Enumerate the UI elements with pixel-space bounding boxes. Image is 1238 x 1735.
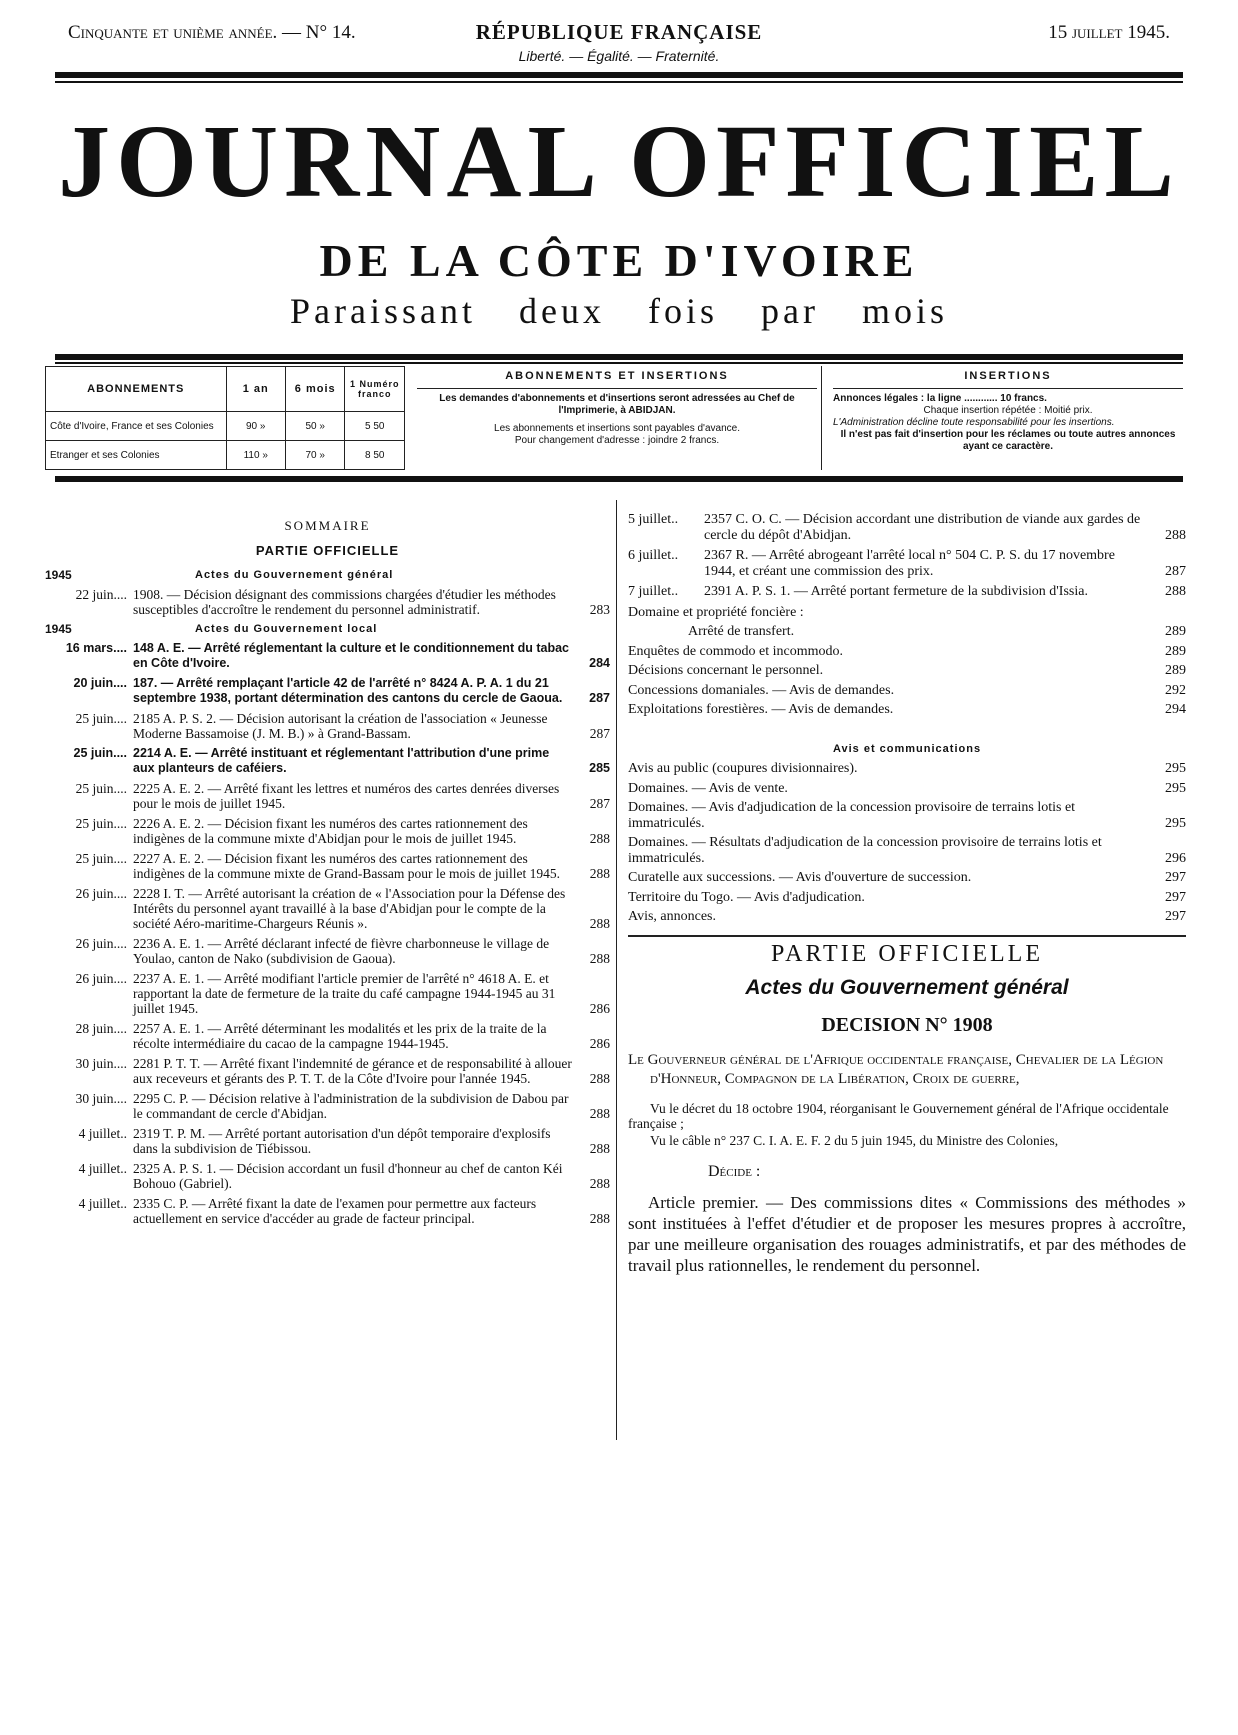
masthead-title: JOURNAL OFFICIEL bbox=[58, 104, 1180, 219]
entry-date: 5 juillet.. bbox=[628, 512, 679, 527]
entry-page: 286 bbox=[589, 1036, 610, 1051]
entry-date: 26 juin.... bbox=[75, 971, 127, 986]
list-item bbox=[628, 890, 1186, 906]
entry-text: Décisions concernant le personnel. bbox=[628, 663, 824, 678]
entry-text: Territoire du Togo. — Avis d'adjudication. bbox=[628, 889, 865, 905]
subscription-box bbox=[45, 366, 1185, 474]
entry-page: 288 bbox=[589, 831, 610, 846]
entry-date: 25 juin.... bbox=[75, 816, 127, 831]
mid-line2: Les abonnements et insertions sont payables d'avance. bbox=[494, 423, 740, 434]
entry-text: Exploitations forestières. — Avis de demandes. bbox=[628, 702, 894, 717]
masthead-tagline: Paraissant deux fois par mois bbox=[290, 291, 948, 331]
list-item bbox=[45, 1091, 610, 1121]
entry-date: 7 juillet.. bbox=[628, 584, 679, 599]
list-item bbox=[45, 1196, 610, 1226]
top-rule-thin bbox=[55, 81, 1183, 83]
list-item bbox=[628, 584, 1186, 600]
entry-date: 22 juin.... bbox=[75, 587, 127, 602]
entry-page: 288 bbox=[1165, 584, 1186, 599]
decision-title: DECISION N° 1908 bbox=[821, 1013, 993, 1036]
right-line4: Il n'est pas fait d'insertion pour les réclames ou toute autres annonces ayant ce caractère. bbox=[840, 429, 1176, 452]
entry-page: 289 bbox=[1165, 624, 1186, 639]
entry-text: Arrêté de transfert. bbox=[688, 624, 795, 639]
entry-text: 1908. — Décision désignant des commissions chargées d'étudier les méthodes susceptibles d'accroître le rendement du personnel administratif. bbox=[133, 587, 556, 617]
entry-date: 25 juin.... bbox=[75, 851, 127, 866]
entry-text: 2325 A. P. S. 1. — Décision accordant un fusil d'honneur au chef de canton Kéi Bohouo (Gabriel). bbox=[133, 1161, 563, 1191]
list-item bbox=[628, 663, 1186, 679]
entry-text: Avis au public (coupures divisionnaires). bbox=[628, 761, 858, 776]
entry-text: 2236 A. E. 1. — Arrêté déclarant infecté de fièvre charbonneuse le village de Youlao, canton de Nako (subdivision de Gaoua). bbox=[133, 936, 550, 966]
article-premier: Article premier. — Des commissions dites « Commissions des méthodes » sont instituées à l'effet d'étudier et de proposer les mesures propres à accroître, par une meilleure organisation des rouages administratifs, et par des méthodes de travail plus rationnelles, le rendement du personnel. bbox=[628, 1192, 1186, 1275]
entry-page: 289 bbox=[1165, 643, 1186, 659]
entry-page: 295 bbox=[1165, 815, 1186, 831]
list-item bbox=[45, 886, 610, 931]
partie-officielle-heading: PARTIE OFFICIELLE bbox=[770, 940, 1043, 967]
entry-date: 26 juin.... bbox=[75, 886, 127, 901]
entry-text: Domaines. — Résultats d'adjudication de la concession provisoire de terrains lotis et immatriculés. bbox=[628, 835, 1102, 866]
list-item bbox=[628, 644, 1186, 660]
list-item bbox=[45, 781, 610, 811]
entry-text: 2214 A. E. — Arrêté instituant et réglementant l'attribution d'une prime aux planteurs de caféiers. bbox=[133, 746, 550, 775]
entry-date: 4 juillet.. bbox=[78, 1126, 127, 1141]
entry-date: 4 juillet.. bbox=[78, 1161, 127, 1176]
entry-text: Enquêtes de commodo et incommodo. bbox=[628, 643, 844, 659]
republic-label: RÉPUBLIQUE FRANÇAISE bbox=[475, 20, 763, 44]
entry-page: 296 bbox=[1165, 850, 1186, 866]
masthead-rule-thin bbox=[55, 362, 1183, 364]
entry-text: Avis, annonces. bbox=[628, 909, 716, 924]
col-year: 1 an bbox=[226, 367, 285, 412]
box-divider bbox=[821, 366, 822, 470]
entry-page: 287 bbox=[589, 796, 610, 811]
entry-text: 2281 P. T. T. — Arrêté fixant l'indemnité de gérance et de responsabilité à allouer aux receveurs et gérants des P. T. T. de la Côte d'Ivoire pour l'année 1945. bbox=[133, 1056, 572, 1086]
entry-date: 4 juillet.. bbox=[78, 1196, 127, 1211]
entry-date: 25 juin.... bbox=[75, 781, 127, 796]
entry-page: 289 bbox=[1165, 663, 1186, 678]
entry-page: 284 bbox=[589, 656, 610, 670]
entry-text: 2391 A. P. S. 1. — Arrêté portant fermeture de la subdivision d'Issia. bbox=[704, 584, 1088, 599]
right-column bbox=[628, 512, 1186, 1276]
list-item bbox=[45, 1021, 610, 1051]
entry-page: 285 bbox=[589, 761, 610, 775]
entry-page: 295 bbox=[1165, 761, 1186, 776]
entry-text: Concessions domaniales. — Avis de demandes. bbox=[628, 682, 895, 698]
list-item bbox=[628, 835, 1186, 866]
entry-page: 292 bbox=[1165, 682, 1186, 698]
entry-page: 288 bbox=[589, 1211, 610, 1226]
list-item bbox=[628, 624, 1186, 640]
entry-text: 2185 A. P. S. 2. — Décision autorisant la création de l'association « Jeunesse Moderne Bassamoise (J. M. B.) » à Grand-Bassam. bbox=[133, 711, 548, 741]
entry-text: 2226 A. E. 2. — Décision fixant les numéros des cartes rationnement des indigènes de la commune mixte d'Abidjan pour le mois de juillet 1945. bbox=[133, 816, 528, 846]
motto: Liberté. — Égalité. — Fraternité. bbox=[518, 48, 720, 64]
entry-text: 2225 A. E. 2. — Arrêté fixant les lettres et numéros des cartes denrées diverses pour le mois de juillet 1945. bbox=[133, 781, 560, 811]
box-rule bbox=[55, 476, 1183, 482]
entry-page: 287 bbox=[589, 691, 610, 705]
list-item bbox=[45, 1126, 610, 1156]
list-item bbox=[628, 512, 1186, 543]
entry-page: 288 bbox=[1165, 527, 1186, 543]
entry-text: 2228 I. T. — Arrêté autorisant la création de « l'Association pour la Défense des Intérêts du personnel ayant travaillé à la base d'Abidjan pour le compte de la société Aéro-maritime-Chargeurs Réunis ». bbox=[133, 886, 566, 931]
list-item bbox=[45, 641, 610, 671]
list-item bbox=[45, 816, 610, 846]
right-header: INSERTIONS bbox=[833, 366, 1183, 389]
list-item bbox=[628, 909, 1186, 925]
entry-page: 294 bbox=[1165, 702, 1186, 717]
insertions-info bbox=[833, 366, 1183, 453]
entry-text: 2335 C. P. — Arrêté fixant la date de l'examen pour permettre aux facteurs actuellement en service d'accéder au grade de facteur principal. bbox=[133, 1196, 537, 1226]
list-item bbox=[628, 702, 1186, 718]
list-item bbox=[45, 971, 610, 1016]
list-item bbox=[45, 1056, 610, 1086]
section-label: Actes du Gouvernement local bbox=[195, 623, 378, 635]
list-item bbox=[45, 1161, 610, 1191]
list-item bbox=[628, 548, 1186, 579]
entry-text: 2227 A. E. 2. — Décision fixant les numéros des cartes rationnement des indigènes de la commune mixte de Grand-Bassam pour le mois de juillet 1945. bbox=[133, 851, 561, 881]
decide-label: Décide : bbox=[708, 1163, 761, 1180]
entry-text: 2357 C. O. C. — Décision accordant une distribution de viande aux gardes de cercle du dépôt d'Abidjan. bbox=[704, 512, 1141, 543]
section-gouv-local bbox=[45, 622, 610, 637]
entry-page: 283 bbox=[589, 602, 610, 617]
avis-header: Avis et communications bbox=[832, 742, 982, 755]
mid-line1: Les demandes d'abonnements et d'insertions seront adressées au Chef de l'Imprimerie, à ABIDJAN. bbox=[439, 393, 795, 416]
row1-label: Côte d'Ivoire, France et ses Colonies bbox=[46, 412, 227, 441]
entry-page: 288 bbox=[589, 1071, 610, 1086]
subscription-table bbox=[45, 366, 405, 470]
entry-date: 30 juin.... bbox=[75, 1091, 127, 1106]
entry-text: 2295 C. P. — Décision relative à l'administration de la subdivision de Dabou par le commandant de cercle d'Abidjan. bbox=[133, 1091, 569, 1121]
section-divider bbox=[628, 935, 1186, 937]
list-item bbox=[628, 800, 1186, 831]
list-item bbox=[45, 587, 610, 617]
entry-text: Domaines. — Avis de vente. bbox=[628, 780, 788, 796]
sommaire-column bbox=[45, 490, 610, 1231]
entry-text: 187. — Arrêté remplaçant l'article 42 de l'arrêté n° 8424 A. P. A. 1 du 21 septembre 1938, portant détermination des cantons du cercle de Gaoua. bbox=[133, 676, 563, 705]
entry-page: 297 bbox=[1165, 889, 1186, 905]
section-year: 1945 bbox=[45, 568, 72, 582]
vu-1: Vu le décret du 18 octobre 1904, réorganisant le Gouvernement général de l'Afrique occidentale française ; bbox=[628, 1101, 1169, 1131]
subscription-header: ABONNEMENTS bbox=[46, 367, 227, 412]
entry-page: 297 bbox=[1165, 870, 1186, 885]
entry-date: 20 juin.... bbox=[73, 676, 127, 690]
edition-label: Cinquante et unième année. — N° 14. bbox=[68, 22, 356, 43]
entry-page: 288 bbox=[589, 951, 610, 966]
list-item bbox=[628, 683, 1186, 699]
entry-date: 26 juin.... bbox=[75, 936, 127, 951]
right-line2: Chaque insertion répétée : Moitié prix. bbox=[923, 405, 1093, 416]
entry-text: 2257 A. E. 1. — Arrêté déterminant les modalités et les prix de la traite de la récolte intermédiaire du cacao de la campagne 1944-1945. bbox=[133, 1021, 547, 1051]
sommaire-title: SOMMAIRE bbox=[284, 518, 371, 533]
entry-text: Domaines. — Avis d'adjudication de la concession provisoire de terrains lotis et immatriculés. bbox=[628, 800, 1076, 831]
mid-line3: Pour changement d'adresse : joindre 2 francs. bbox=[514, 435, 720, 446]
mid-header: ABONNEMENTS ET INSERTIONS bbox=[417, 366, 817, 389]
entry-text: 148 A. E. — Arrêté réglementant la culture et le conditionnement du tabac en Côte d'Ivoire. bbox=[133, 641, 569, 670]
list-item bbox=[628, 870, 1186, 886]
entry-date: 30 juin.... bbox=[75, 1056, 127, 1071]
entry-page: 297 bbox=[1165, 909, 1186, 924]
entry-text: 2319 T. P. M. — Arrêté portant autorisation d'un dépôt temporaire d'explosifs dans la subdivision de Tiébissou. bbox=[133, 1126, 551, 1156]
entry-page: 295 bbox=[1165, 780, 1186, 796]
list-item bbox=[45, 851, 610, 881]
masthead-rule bbox=[55, 354, 1183, 360]
entry-date: 25 juin.... bbox=[73, 746, 127, 760]
row1-num: 5 50 bbox=[345, 412, 405, 441]
entry-date: 25 juin.... bbox=[75, 711, 127, 726]
entry-page: 288 bbox=[589, 1106, 610, 1121]
entry-text: Curatelle aux successions. — Avis d'ouverture de succession. bbox=[628, 870, 972, 885]
list-item bbox=[628, 761, 1186, 777]
entry-date: 16 mars.... bbox=[65, 641, 127, 655]
entry-text: 2237 A. E. 1. — Arrêté modifiant l'article premier de l'arrêté n° 4618 A. E. et rapportant la date de fermeture de la traite du café campagne 1944-1945 au 31 juillet 1945. bbox=[133, 971, 556, 1016]
list-item bbox=[45, 676, 610, 706]
entry-page: 287 bbox=[1165, 563, 1186, 579]
list-item bbox=[45, 746, 610, 776]
governor-text: Le Gouverneur général de l'Afrique occidentale française, Chevalier de la Légion d'Honneur, Compagnon de la Libération, Croix de guerre, bbox=[628, 1052, 1164, 1087]
entry-page: 288 bbox=[589, 1141, 610, 1156]
col-numero: 1 Numéro franco bbox=[345, 367, 405, 412]
entry-page: 288 bbox=[589, 866, 610, 881]
col-6mois: 6 mois bbox=[285, 367, 344, 412]
list-item bbox=[628, 781, 1186, 797]
entry-date: 6 juillet.. bbox=[628, 548, 679, 563]
section-gouv-general bbox=[45, 568, 610, 583]
entry-page: 286 bbox=[589, 1001, 610, 1016]
list-item bbox=[45, 936, 610, 966]
list-item bbox=[628, 605, 1186, 621]
row2-6mois: 70 » bbox=[285, 441, 344, 470]
masthead-subtitle: DE LA CÔTE D'IVOIRE bbox=[319, 235, 919, 286]
entry-page: 288 bbox=[589, 916, 610, 931]
entry-date: 28 juin.... bbox=[75, 1021, 127, 1036]
right-line1: Annonces légales : la ligne ............ 10 francs. bbox=[833, 393, 1047, 404]
sommaire-partie: PARTIE OFFICIELLE bbox=[255, 543, 400, 558]
row2-label: Etranger et ses Colonies bbox=[46, 441, 227, 470]
list-item bbox=[45, 711, 610, 741]
section-label: Actes du Gouvernement général bbox=[195, 569, 394, 581]
row1-6mois: 50 » bbox=[285, 412, 344, 441]
vu-2: Vu le câble n° 237 C. I. A. E. F. 2 du 5 juin 1945, du Ministre des Colonies, bbox=[650, 1133, 1059, 1148]
top-rule bbox=[55, 72, 1183, 78]
issue-date: 15 juillet 1945. bbox=[1048, 22, 1170, 43]
entry-text: Domaine et propriété foncière : bbox=[628, 604, 804, 620]
row2-num: 8 50 bbox=[345, 441, 405, 470]
entry-page: 287 bbox=[589, 726, 610, 741]
right-line3: L'Administration décline toute responsabilité pour les insertions. bbox=[833, 417, 1115, 428]
column-divider bbox=[616, 500, 617, 1440]
entry-page: 288 bbox=[589, 1176, 610, 1191]
entry-text: 2367 R. — Arrêté abrogeant l'arrêté local n° 504 C. P. S. du 17 novembre 1944, et créant une commission des prix. bbox=[704, 548, 1115, 579]
governor-preamble bbox=[628, 1051, 1186, 1089]
actes-heading: Actes du Gouvernement général bbox=[745, 976, 1069, 999]
section-year: 1945 bbox=[45, 622, 72, 636]
subscription-info bbox=[417, 366, 817, 447]
row1-year: 90 » bbox=[226, 412, 285, 441]
row2-year: 110 » bbox=[226, 441, 285, 470]
